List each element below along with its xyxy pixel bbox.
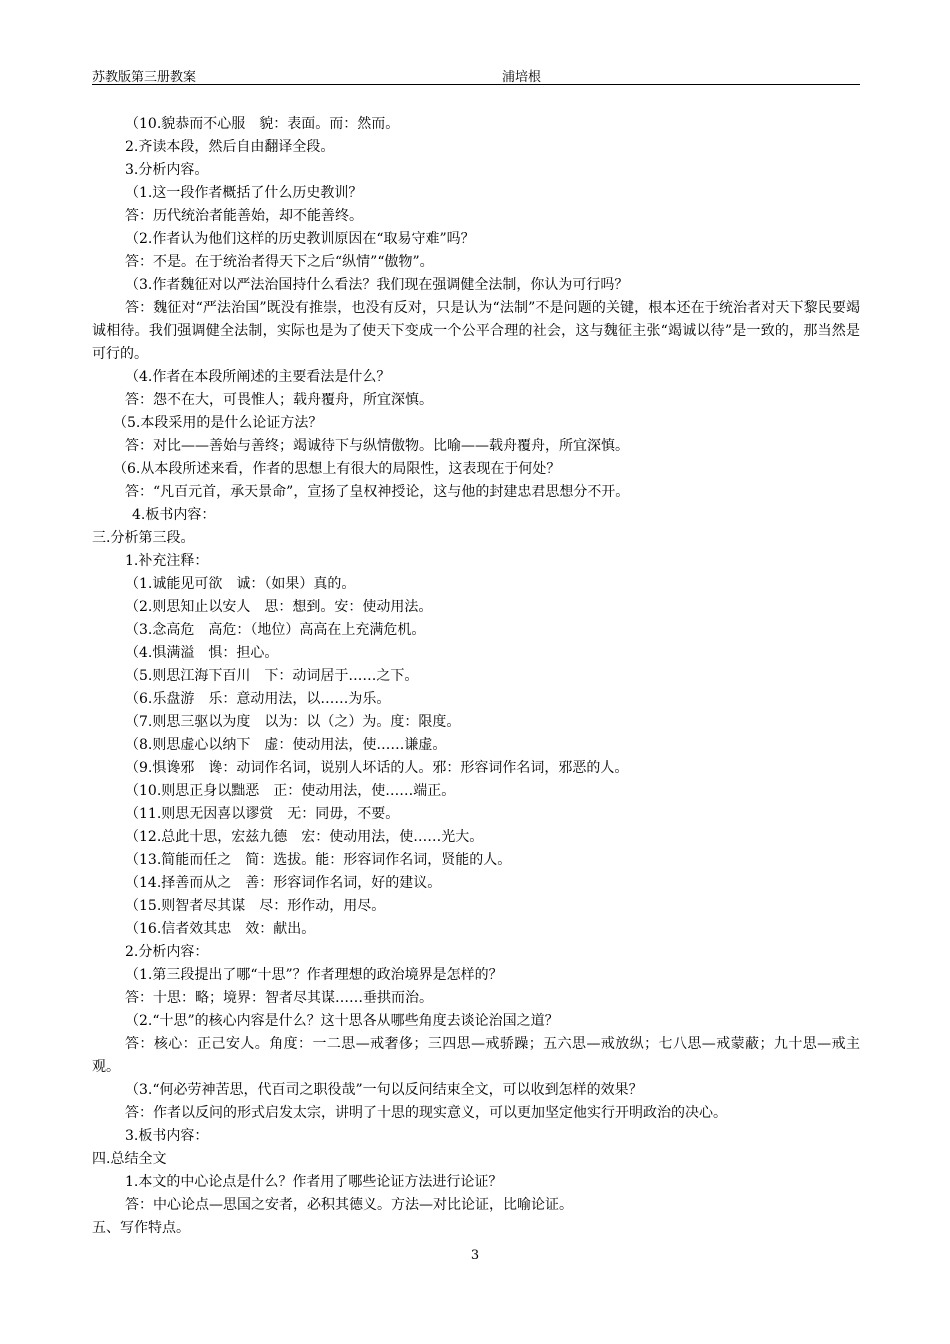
text-line: （2.“十思”的核心内容是什么？这十思各从哪些角度去谈论治国之道？ (125, 1013, 559, 1029)
text-line: （2.作者认为他们这样的历史教训原因在“取易守难”吗？ (125, 231, 475, 247)
text-line: 四.总结全文 (92, 1151, 167, 1167)
header-title: 苏教版第三册教案 (92, 70, 197, 85)
text-line: 1.补充注释： (125, 553, 209, 569)
text-line: （16.信者效其忠 效：献出。 (125, 921, 316, 937)
text-line: （14.择善而从之 善：形容词作名词，好的建议。 (125, 875, 442, 891)
text-line: 答：魏征对“严法治国”既没有推崇，也没有反对，只是认为“法制”不是问题的关键，根本还在于统治者对天下黎民要竭诚相待。我们强调健全法制，实际也是为了使天下变成一个公平合理的社会，这与魏征主张“竭诚以待”是一致的，那当然是可行的。 (92, 300, 860, 362)
text-line: （8.则思虚心以纳下 虚：使动用法，使……谦虚。 (125, 737, 447, 753)
text-line: （15.则智者尽其谋 尽：形作动，用尽。 (125, 898, 386, 914)
text-line: （3.作者魏征对以严法治国持什么看法？我们现在强调健全法制，你认为可行吗？ (125, 277, 629, 293)
text-line: 答：怨不在大，可畏惟人；载舟覆舟，所宜深慎。 (125, 392, 433, 408)
text-line: 1.本文的中心论点是什么？作者用了哪些论证方法进行论证？ (125, 1174, 503, 1190)
text-line: （1.第三段提出了哪“十思”？作者理想的政治境界是怎样的？ (125, 967, 503, 983)
text-line: （13.简能而任之 简：选拔。能：形容词作名词，贤能的人。 (125, 852, 512, 868)
text-line: 答：中心论点—思国之安者，必积其德义。方法—对比论证，比喻论证。 (125, 1197, 573, 1213)
page-number: 3 (470, 1248, 480, 1263)
text-line: （9.惧谗邪 谗：动词作名词，说别人坏话的人。邪：形容词作名词，邪恶的人。 (125, 760, 629, 776)
text-line: 3.分析内容。 (125, 162, 209, 178)
text-line: （5.本段采用的是什么论证方法？ (113, 415, 323, 431)
text-line: 2.分析内容： (125, 944, 209, 960)
text-line: （4.作者在本段所阐述的主要看法是什么？ (125, 369, 391, 385)
text-line: （1.诚能见可欲 诚：（如果）真的。 (125, 576, 356, 592)
text-line: （6.乐盘游 乐：意动用法，以……为乐。 (125, 691, 391, 707)
text-line: （1.这一段作者概括了什么历史教训？ (125, 185, 363, 201)
text-line: （2.则思知止以安人 思：想到。安：使动用法。 (125, 599, 433, 615)
document-body (92, 113, 860, 1240)
text-line: 4.板书内容： (132, 507, 216, 523)
text-line: （5.则思江海下百川 下：动词居于……之下。 (125, 668, 419, 684)
text-line: 答：作者以反问的形式启发太宗，讲明了十思的现实意义，可以更加坚定他实行开明政治的决心。 (125, 1105, 727, 1121)
text-line: （6.从本段所述来看，作者的思想上有很大的局限性，这表现在于何处？ (113, 461, 561, 477)
text-line: （7.则思三驱以为度 以为：以（之）为。度：限度。 (125, 714, 461, 730)
text-line: （3.念高危 高危：（地位）高高在上充满危机。 (125, 622, 426, 638)
text-line: （10.貌恭而不心服 貌：表面。而：然而。 (125, 116, 400, 132)
text-line: （4.惧满溢 惧：担心。 (125, 645, 279, 661)
text-line: 2.齐读本段，然后自由翻译全段。 (125, 139, 335, 155)
text-line: 答：历代统治者能善始，却不能善终。 (125, 208, 363, 224)
text-line: 五、写作特点。 (92, 1220, 190, 1236)
text-line: 答：“凡百元首，承天景命”，宣扬了皇权神授论，这与他的封建忠君思想分不开。 (125, 484, 630, 500)
text-line: 三.分析第三段。 (92, 530, 195, 546)
text-line: 3.板书内容： (125, 1128, 209, 1144)
text-line: 答：核心：正己安人。角度：一二思—戒奢侈；三四思—戒骄躁；五六思—戒放纵；七八思—戒蒙蔽；九十思—戒主观。 (92, 1036, 860, 1075)
text-line: （12.总此十思，宏兹九德 宏：使动用法，使……光大。 (125, 829, 484, 845)
text-line: （3.“何必劳神苦思，代百司之职役哉”一句以反问结束全文，可以收到怎样的效果？ (125, 1082, 643, 1098)
text-line: 答：不是。在于统治者得天下之后“纵情”“傲物”。 (125, 254, 434, 270)
text-line: 答：十思：略；境界：智者尽其谋……垂拱而治。 (125, 990, 433, 1006)
header-author: 浦培根 (502, 70, 542, 85)
text-line: （11.则思无因喜以谬赏 无：同毋，不要。 (125, 806, 400, 822)
page-header (92, 66, 860, 85)
text-line: 答：对比——善始与善终；竭诚待下与纵情傲物。比喻——载舟覆舟，所宜深慎。 (125, 438, 629, 454)
text-line: （10.则思正身以黜恶 正：使动用法，使……端正。 (125, 783, 456, 799)
